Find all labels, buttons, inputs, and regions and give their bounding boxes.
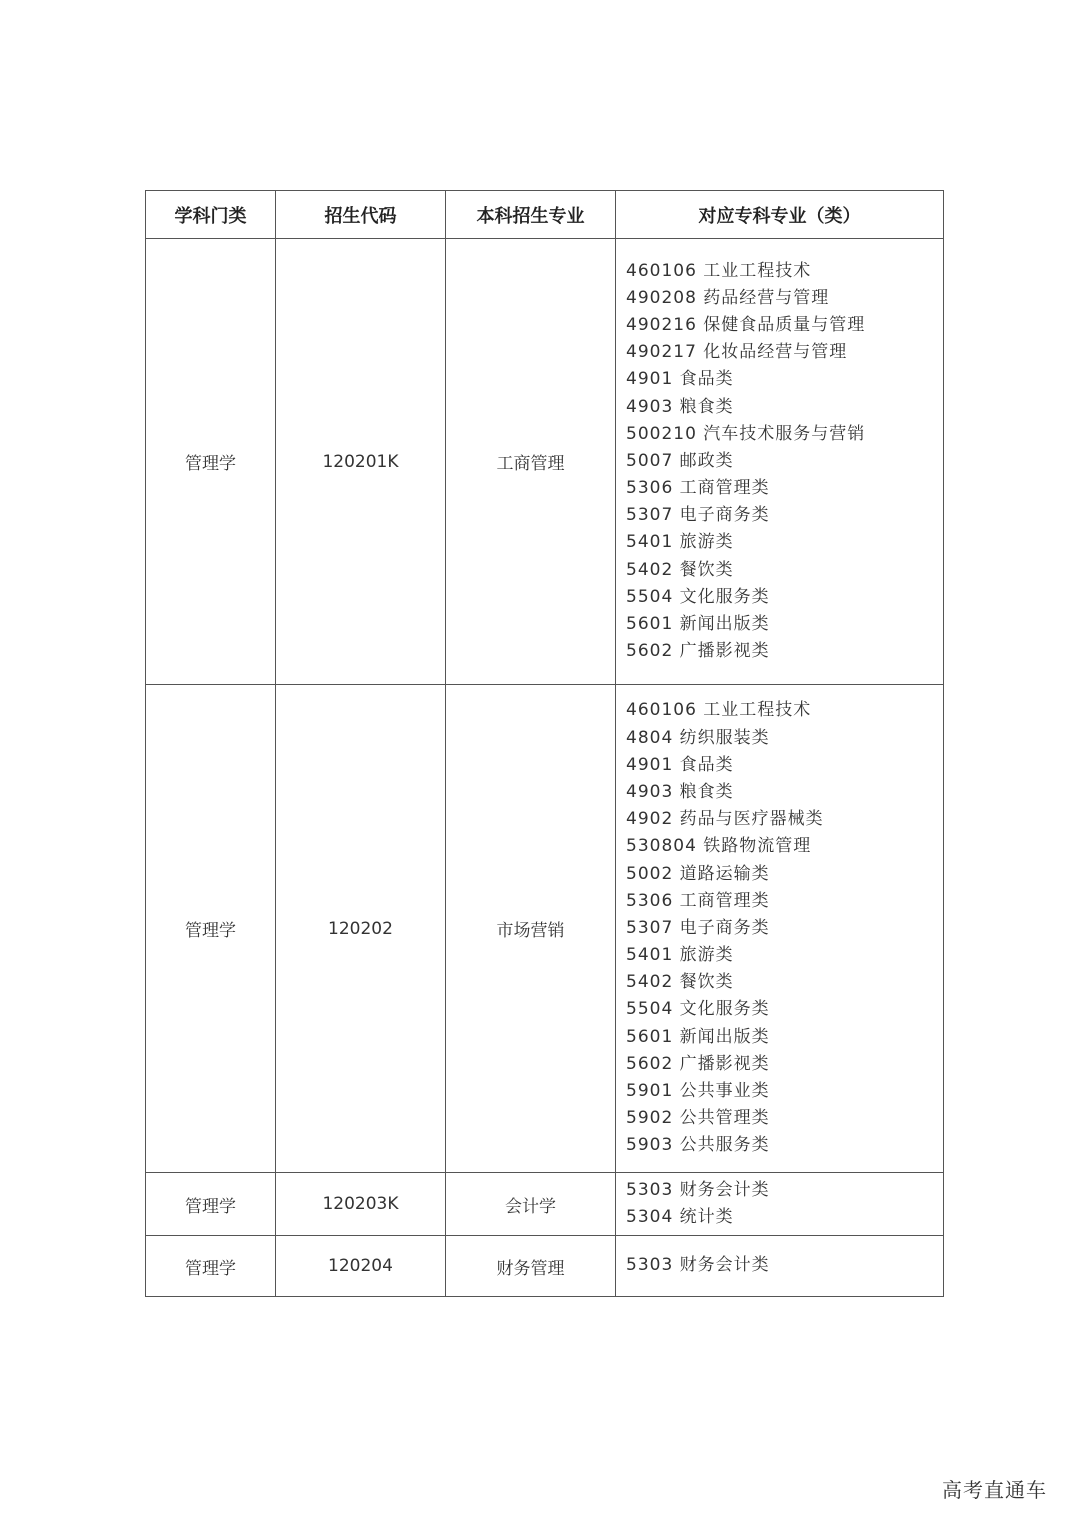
related-major-item: 5307 电子商务类 — [626, 505, 770, 526]
table-header-row — [146, 191, 944, 239]
code-cell: 120202 — [276, 685, 446, 1173]
related-major-item: 5401 旅游类 — [626, 945, 734, 966]
related-major-item: 5504 文化服务类 — [626, 586, 770, 607]
related-major-item: 4902 药品与医疗器械类 — [626, 809, 824, 830]
major-cell: 会计学 — [446, 1173, 616, 1236]
related-major-item: 5601 新闻出版类 — [626, 614, 770, 635]
related-majors-cell — [616, 1236, 944, 1297]
related-major-item: 4804 纺织服装类 — [626, 727, 770, 748]
related-major-item: 5307 电子商务类 — [626, 917, 770, 938]
category-cell: 管理学 — [146, 1236, 276, 1297]
related-majors-cell — [616, 685, 944, 1173]
header-category: 学科门类 — [146, 191, 276, 239]
category-cell: 管理学 — [146, 1173, 276, 1236]
code-cell: 120203K — [276, 1173, 446, 1236]
related-major-item: 460106 工业工程技术 — [626, 700, 812, 721]
related-major-item: 4903 粮食类 — [626, 781, 734, 802]
related-major-item: 5304 统计类 — [626, 1207, 734, 1227]
related-major-item: 490208 药品经营与管理 — [626, 287, 830, 308]
related-major-item: 5401 旅游类 — [626, 532, 734, 553]
header-related: 对应专科专业（类） — [616, 191, 944, 239]
category-cell: 管理学 — [146, 239, 276, 685]
related-major-item: 4901 食品类 — [626, 369, 734, 390]
related-majors-cell — [616, 1173, 944, 1236]
related-major-item: 5007 邮政类 — [626, 450, 734, 471]
related-major-item: 5504 文化服务类 — [626, 999, 770, 1020]
related-major-item: 5601 新闻出版类 — [626, 1026, 770, 1047]
related-major-item: 5306 工商管理类 — [626, 478, 770, 499]
related-majors-cell — [616, 239, 944, 685]
related-major-item: 460106 工业工程技术 — [626, 260, 812, 281]
related-major-item: 5602 广播影视类 — [626, 641, 770, 662]
major-cell: 工商管理 — [446, 239, 616, 685]
related-major-item: 5002 道路运输类 — [626, 863, 770, 884]
related-major-item: 500210 汽车技术服务与营销 — [626, 423, 866, 444]
related-major-item: 4903 粮食类 — [626, 396, 734, 417]
related-major-item: 490216 保健食品质量与管理 — [626, 314, 866, 335]
table-row — [146, 1173, 944, 1236]
watermark-text: 高考直通车 — [942, 1478, 1047, 1502]
table-row — [146, 685, 944, 1173]
related-major-item: 490217 化妆品经营与管理 — [626, 342, 848, 363]
code-cell: 120201K — [276, 239, 446, 685]
major-cell: 财务管理 — [446, 1236, 616, 1297]
related-major-item: 5602 广播影视类 — [626, 1053, 770, 1074]
header-major: 本科招生专业 — [446, 191, 616, 239]
majors-table — [145, 190, 944, 1297]
related-major-item: 5402 餐饮类 — [626, 559, 734, 580]
related-major-item: 5303 财务会计类 — [626, 1179, 770, 1200]
header-code: 招生代码 — [276, 191, 446, 239]
code-cell: 120204 — [276, 1236, 446, 1297]
related-major-item: 5901 公共事业类 — [626, 1081, 770, 1102]
related-major-item: 5902 公共管理类 — [626, 1108, 770, 1129]
table-row — [146, 239, 944, 685]
related-major-item: 530804 铁路物流管理 — [626, 836, 812, 857]
related-major-item: 5402 餐饮类 — [626, 972, 734, 993]
table-row — [146, 1236, 944, 1297]
major-cell: 市场营销 — [446, 685, 616, 1173]
related-major-item: 5903 公共服务类 — [626, 1135, 770, 1156]
category-cell: 管理学 — [146, 685, 276, 1173]
related-major-item: 5303 财务会计类 — [626, 1255, 770, 1276]
related-major-item: 5306 工商管理类 — [626, 890, 770, 911]
related-major-item: 4901 食品类 — [626, 754, 734, 775]
